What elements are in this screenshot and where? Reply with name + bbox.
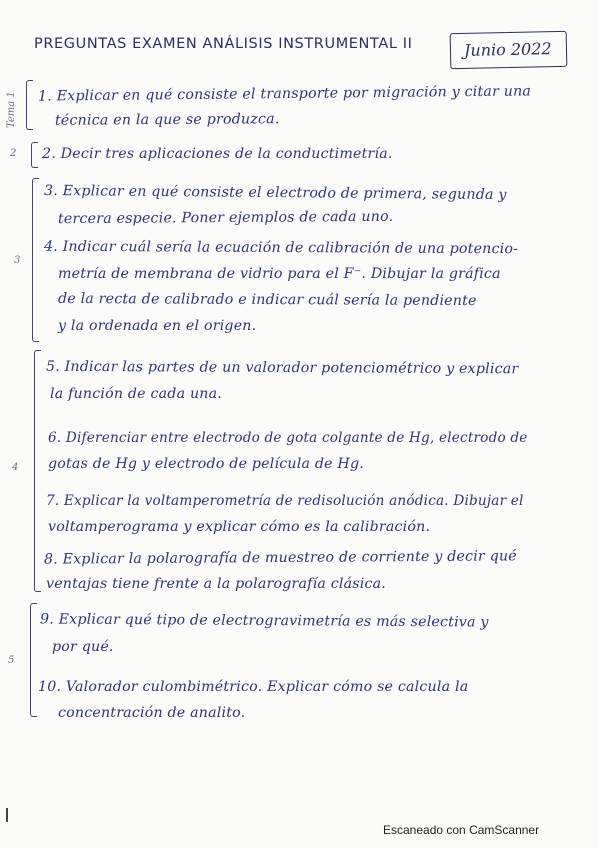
question-9-line-2: por qué. xyxy=(52,639,114,655)
question-8-line-2: ventajas tiene frente a la polarografía clásica. xyxy=(46,576,386,592)
question-3-line-2: tercera especie. Poner ejemplos de cada uno. xyxy=(57,208,394,228)
question-4-line-2: metría de membrana de vidrio para el F⁻. Dibujar la gráfica xyxy=(58,266,501,282)
question-3-line-1: 3. Explicar en qué consiste el electrodo de primera, segunda y xyxy=(43,182,507,204)
bracket-q5-q8 xyxy=(34,350,41,592)
margin-note-topic-5: 5 xyxy=(8,655,15,666)
bracket-q1 xyxy=(26,80,33,130)
bracket-q9-q10 xyxy=(30,603,37,717)
question-6-line-2: gotas de Hg y electrodo de película de Hg. xyxy=(48,456,364,472)
scan-edge-mark xyxy=(6,808,8,822)
question-1-line-2: técnica en la que se produzca. xyxy=(54,111,280,129)
margin-note-topic-3: 3 xyxy=(14,255,21,266)
question-8-line-1: 8. Explicar la polarografía de muestreo de corriente y decir qué xyxy=(43,548,517,568)
question-5-line-2: la función de cada una. xyxy=(50,386,222,402)
question-4-line-3: de la recta de calibrado e indicar cuál sería la pendiente xyxy=(57,290,477,310)
margin-note-topic-1: Tema 1 xyxy=(6,91,17,128)
exam-date: Junio 2022 xyxy=(463,39,552,60)
question-1-line-1: 1. Explicar en qué consiste el transporte por migración y citar una xyxy=(37,83,532,105)
question-4-line-1: 4. Indicar cuál sería la ecuación de calibración de una potencio- xyxy=(43,238,519,258)
bracket-q2 xyxy=(31,142,38,168)
question-7-line-2: voltamperograma y explicar cómo es la calibración. xyxy=(48,519,431,535)
question-5-line-1: 5. Indicar las partes de un valorador potenciométrico y explicar xyxy=(45,358,519,378)
camscanner-footer: Escaneado con CamScanner xyxy=(383,823,540,837)
question-10-line-1: 10. Valorador culombimétrico. Explicar cómo se calcula la xyxy=(38,679,469,695)
bracket-q3-q4 xyxy=(32,178,39,342)
margin-note-topic-4: 4 xyxy=(12,462,19,473)
date-box xyxy=(450,31,568,69)
document-title: PREGUNTAS EXAMEN ANÁLISIS INSTRUMENTAL II xyxy=(34,36,413,52)
question-2-line-1: 2. Decir tres aplicaciones de la conductimetría. xyxy=(42,146,393,162)
question-6-line-1: 6. Diferenciar entre electrodo de gota colgante de Hg, electrodo de xyxy=(48,430,528,446)
question-9-line-1: 9. Explicar qué tipo de electrogravimetría es más selectiva y xyxy=(39,611,489,631)
question-10-line-2: concentración de analito. xyxy=(58,705,246,721)
question-4-line-4: y la ordenada en el origen. xyxy=(58,318,257,334)
question-7-line-1: 7. Explicar la voltamperometría de redisolución anódica. Dibujar el xyxy=(46,493,524,509)
margin-note-topic-2: 2 xyxy=(10,148,17,159)
